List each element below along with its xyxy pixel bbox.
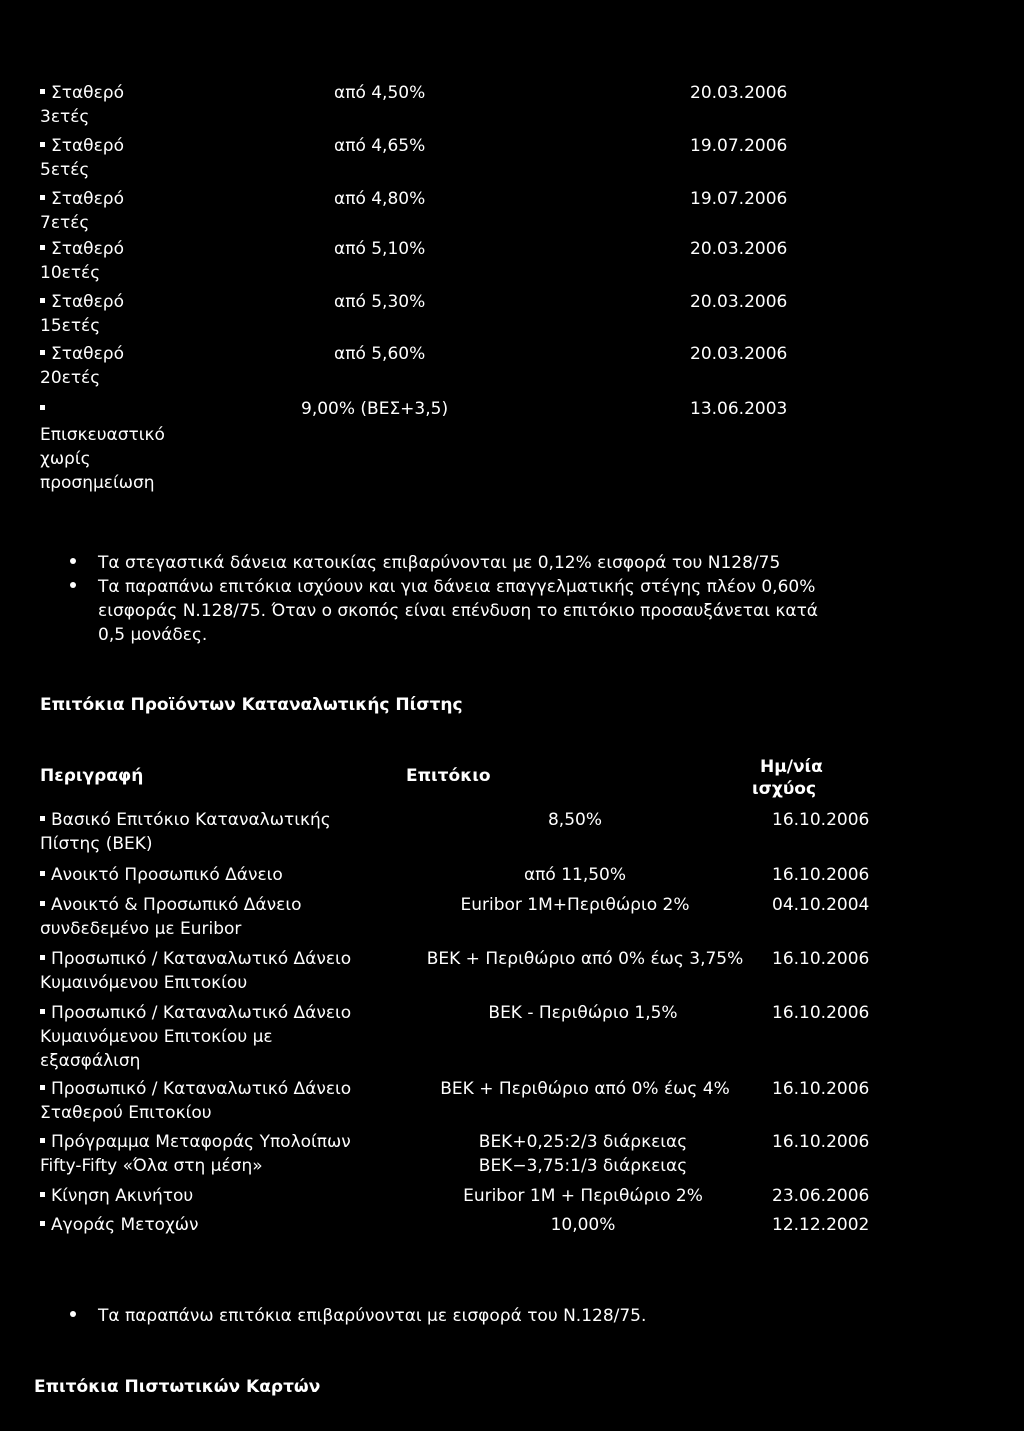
mortgage-row-rate: από 5,60%	[334, 344, 426, 364]
consumer-row-rate: 8,50%	[547, 810, 602, 830]
bullet-icon	[40, 350, 45, 355]
consumer-row-rate: Euribor 1M + Περιθώριο 2%	[463, 1186, 703, 1206]
consumer-row-date: 12.12.2002	[772, 1215, 870, 1235]
mortgage-row-label: Σταθερό	[40, 135, 124, 157]
mortgage-row-label: Σταθερό	[40, 291, 124, 313]
renovation-label-line3: προσημείωση	[40, 473, 155, 493]
renovation-date: 13.06.2003	[690, 399, 788, 419]
consumer-row-desc: Ανοικτό Προσωπικό Δάνειο	[40, 864, 283, 886]
bullet-icon	[40, 89, 45, 94]
mortgage-row-date: 19.07.2006	[690, 136, 788, 156]
consumer-row-rate: ΒΕΚ + Περιθώριο από 0% έως 4%	[440, 1079, 730, 1099]
note-bullet-icon	[70, 1305, 76, 1327]
consumer-row-desc: Προσωπικό / Καταναλωτικό Δάνειο	[40, 1002, 351, 1024]
mortgage-row-date: 19.07.2006	[690, 189, 788, 209]
consumer-row-date: 16.10.2006	[772, 949, 870, 969]
mortgage-row-date: 20.03.2006	[690, 344, 788, 364]
mortgage-row-term: 10ετές	[40, 263, 101, 283]
consumer-row-desc: Πρόγραμμα Μεταφοράς Υπολοίπων	[40, 1131, 351, 1153]
bullet-icon	[40, 398, 51, 420]
bullet-icon	[40, 871, 45, 876]
mortgage-note-2-line2: εισφοράς Ν.128/75. Όταν ο σκοπός είναι επένδυση το επιτόκιο προσαυξάνεται κατά	[98, 601, 819, 621]
bullet-icon	[40, 195, 45, 200]
mortgage-row-rate: από 5,10%	[334, 239, 426, 259]
consumer-row-rate: ΒΕΚ+0,25:2/3 διάρκειας	[478, 1132, 688, 1152]
consumer-row-rate: ΒΕΚ - Περιθώριο 1,5%	[488, 1003, 678, 1023]
consumer-row-rate: από 11,50%	[523, 865, 627, 885]
consumer-row-rate-2: ΒΕΚ−3,75:1/3 διάρκειας	[478, 1156, 688, 1176]
mortgage-row-rate: από 4,50%	[334, 83, 426, 103]
bullet-icon	[40, 901, 45, 906]
consumer-row-date: 16.10.2006	[772, 1079, 870, 1099]
mortgage-row-label: Σταθερό	[40, 82, 124, 104]
bullet-icon	[40, 1192, 45, 1197]
mortgage-row-label: Σταθερό	[40, 238, 124, 260]
header-date-line1: Ημ/νία	[760, 757, 823, 777]
bullet-icon	[40, 142, 45, 147]
consumer-row-date: 23.06.2006	[772, 1186, 870, 1206]
consumer-row-desc-2: Κυμαινόμενου Επιτοκίου με	[40, 1027, 273, 1047]
mortgage-note-1: Τα στεγαστικά δάνεια κατοικίας επιβαρύνονται με 0,12% εισφορά του Ν128/75	[98, 553, 781, 573]
consumer-row-desc-2: Πίστης (ΒΕΚ)	[40, 834, 153, 854]
note-bullet-icon	[70, 576, 76, 598]
bullet-icon	[40, 1085, 45, 1090]
consumer-note: Τα παραπάνω επιτόκια επιβαρύνονται με εισφορά του Ν.128/75.	[98, 1306, 647, 1326]
consumer-row-rate: ΒΕΚ + Περιθώριο από 0% έως 3,75%	[426, 949, 744, 969]
mortgage-row-term: 15ετές	[40, 316, 101, 336]
consumer-row-date: 04.10.2004	[772, 895, 870, 915]
bullet-icon	[40, 1221, 45, 1226]
consumer-row-desc-2: Κυμαινόμενου Επιτοκίου	[40, 973, 248, 993]
bullet-icon	[40, 955, 45, 960]
renovation-rate: 9,00% (ΒΕΣ+3,5)	[301, 399, 449, 419]
renovation-label-line2: χωρίς	[40, 449, 91, 469]
bullet-icon	[40, 1009, 45, 1014]
header-description: Περιγραφή	[40, 766, 144, 786]
cards-section-title: Επιτόκια Πιστωτικών Καρτών	[34, 1377, 321, 1397]
bullet-icon	[40, 245, 45, 250]
mortgage-row-term: 5ετές	[40, 160, 90, 180]
header-rate: Επιτόκιο	[406, 766, 491, 786]
consumer-row-desc-2: Fifty-Fifty «Όλα στη μέση»	[40, 1156, 263, 1176]
mortgage-note-2-line3: 0,5 μονάδες.	[98, 625, 208, 645]
mortgage-note-2-line1: Τα παραπάνω επιτόκια ισχύουν και για δάνεια επαγγελματικής στέγης πλέον 0,60%	[98, 577, 816, 597]
consumer-row-desc: Προσωπικό / Καταναλωτικό Δάνειο	[40, 1078, 351, 1100]
consumer-row-date: 16.10.2006	[772, 1132, 870, 1152]
mortgage-row-rate: από 5,30%	[334, 292, 426, 312]
consumer-row-date: 16.10.2006	[772, 1003, 870, 1023]
bullet-icon	[40, 1138, 45, 1143]
consumer-section-title: Επιτόκια Προϊόντων Καταναλωτικής Πίστης	[40, 695, 463, 715]
bullet-icon	[40, 298, 45, 303]
mortgage-row-rate: από 4,80%	[334, 189, 426, 209]
consumer-row-desc: Ανοικτό & Προσωπικό Δάνειο	[40, 894, 301, 916]
consumer-row-desc: Κίνηση Ακινήτου	[40, 1185, 193, 1207]
consumer-row-desc: Προσωπικό / Καταναλωτικό Δάνειο	[40, 948, 351, 970]
mortgage-row-rate: από 4,65%	[334, 136, 426, 156]
mortgage-row-term: 7ετές	[40, 213, 90, 233]
consumer-row-date: 16.10.2006	[772, 810, 870, 830]
consumer-row-desc-3: εξασφάλιση	[40, 1051, 141, 1071]
header-date-line2: ισχύος	[752, 779, 817, 799]
consumer-row-date: 16.10.2006	[772, 865, 870, 885]
mortgage-row-date: 20.03.2006	[690, 83, 788, 103]
note-bullet-icon	[70, 552, 76, 574]
mortgage-row-date: 20.03.2006	[690, 239, 788, 259]
renovation-label-line1: Επισκευαστικό	[40, 425, 165, 445]
consumer-row-desc: Βασικό Επιτόκιο Καταναλωτικής	[40, 809, 331, 831]
mortgage-row-term: 3ετές	[40, 107, 90, 127]
consumer-row-desc-2: Σταθερού Επιτοκίου	[40, 1103, 212, 1123]
bullet-icon	[40, 816, 45, 821]
mortgage-row-label: Σταθερό	[40, 188, 124, 210]
consumer-row-rate: 10,00%	[550, 1215, 616, 1235]
consumer-row-rate: Euribor 1M+Περιθώριο 2%	[460, 895, 690, 915]
mortgage-row-label: Σταθερό	[40, 343, 124, 365]
mortgage-row-date: 20.03.2006	[690, 292, 788, 312]
mortgage-row-term: 20ετές	[40, 368, 101, 388]
consumer-row-desc-2: συνδεδεμένο με Euribor	[40, 919, 242, 939]
consumer-row-desc: Αγοράς Μετοχών	[40, 1214, 199, 1236]
